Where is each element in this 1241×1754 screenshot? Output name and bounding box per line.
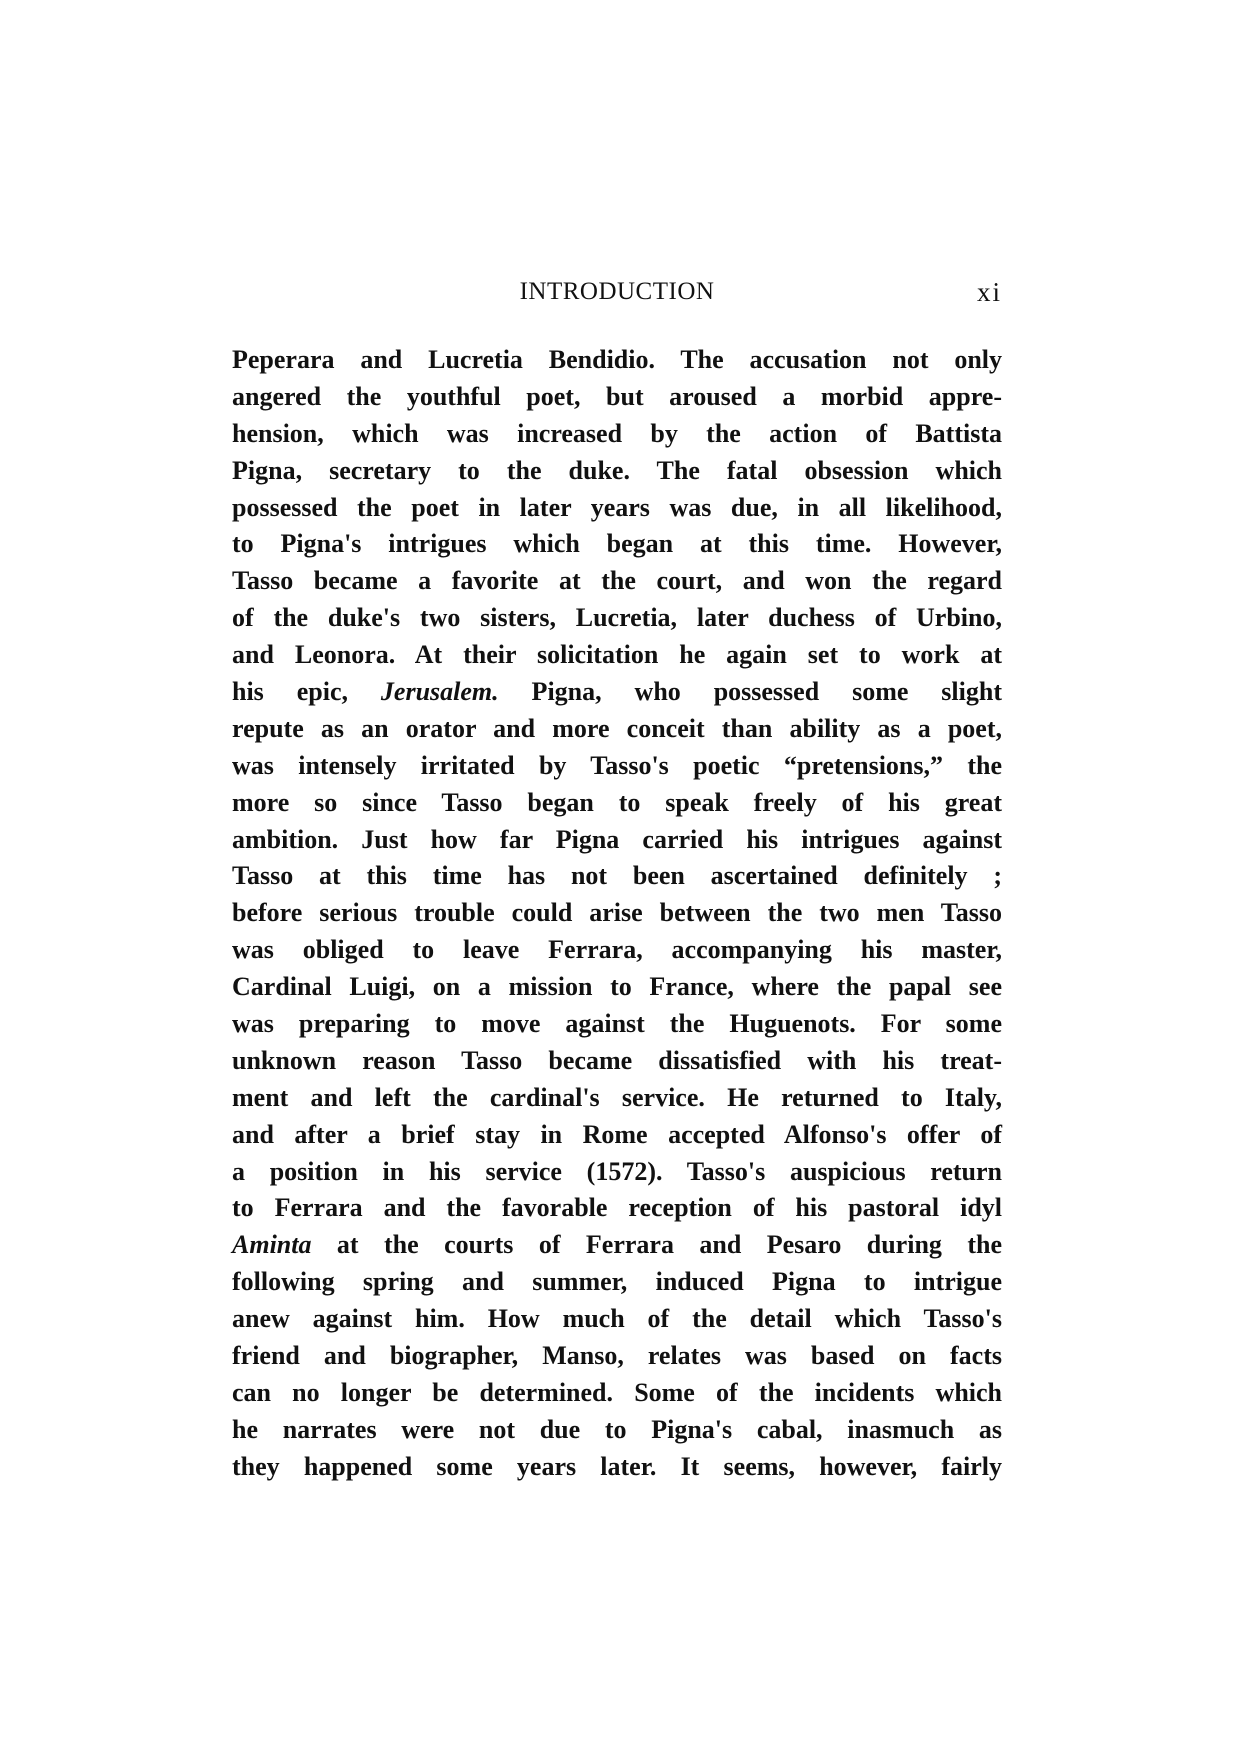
text-line: Tasso at this time has not been ascertained definitely ; — [232, 861, 1002, 891]
text-line: they happened some years later. It seems, however, fairly — [232, 1451, 1002, 1481]
text-line: anew against him. How much of the detail which Tasso's — [232, 1304, 1002, 1334]
text-run: at the courts of Ferrara and Pesaro during the — [311, 1230, 1002, 1260]
running-head — [232, 274, 1002, 310]
text-line: friend and biographer, Manso, relates was based on facts — [232, 1341, 1002, 1371]
text-line: unknown reason Tasso became dissatisfied with his treat- — [232, 1045, 1002, 1075]
text-line: ment and left the cardinal's service. He returned to Italy, — [232, 1082, 1002, 1112]
text-line: repute as an orator and more conceit than ability as a poet, — [232, 713, 1002, 743]
text-line: and after a brief stay in Rome accepted Alfonso's offer of — [232, 1119, 1002, 1149]
text-line: Tasso became a favorite at the court, and won the regard — [232, 566, 1002, 596]
text-line: possessed the poet in later years was due, in all likelihood, — [232, 492, 1002, 522]
running-title: INTRODUCTION — [519, 278, 715, 305]
text-line: to Ferrara and the favorable reception of his pastoral idyl — [232, 1193, 1002, 1223]
text-line: Pigna, secretary to the duke. The fatal obsession which — [232, 455, 1002, 485]
text-line: and Leonora. At their solicitation he again set to work at — [232, 640, 1002, 670]
text-line: before serious trouble could arise between the two men Tasso — [232, 898, 1002, 928]
text-line: more so since Tasso began to speak freely of his great — [232, 787, 1002, 817]
text-line: was preparing to move against the Huguenots. For some — [232, 1009, 1002, 1039]
text-line: ambition. Just how far Pigna carried his intrigues against — [232, 824, 1002, 854]
text-run: his epic, — [232, 677, 381, 707]
text-line — [232, 1227, 1002, 1264]
text-line: angered the youthful poet, but aroused a morbid appre- — [232, 381, 1002, 411]
text-line: can no longer be determined. Some of the incidents which — [232, 1377, 1002, 1407]
text-line: he narrates were not due to Pigna's cabal, inasmuch as — [232, 1414, 1002, 1444]
text-line: was obliged to leave Ferrara, accompanying his master, — [232, 935, 1002, 965]
text-line: a position in his service (1572). Tasso's auspicious return — [232, 1156, 1002, 1186]
text-line — [232, 674, 1002, 711]
text-line: was intensely irritated by Tasso's poetic “pretensions,” the — [232, 750, 1002, 780]
text-line: following spring and summer, induced Pigna to intrigue — [232, 1267, 1002, 1297]
page-number: xi — [976, 277, 1002, 307]
italic-title-aminta: Aminta — [232, 1230, 312, 1260]
italic-title-jerusalem: Jerusalem. — [380, 677, 499, 707]
body-text — [232, 342, 1002, 1486]
text-line: of the duke's two sisters, Lucretia, later duchess of Urbino, — [232, 603, 1002, 633]
text-line: Peperara and Lucretia Bendidio. The accusation not only — [232, 345, 1002, 374]
text-run: Pigna, who possessed some slight — [498, 677, 1002, 707]
text-line: hension, which was increased by the action of Battista — [232, 418, 1002, 448]
text-line: to Pigna's intrigues which began at this time. However, — [232, 529, 1002, 559]
text-line: Cardinal Luigi, on a mission to France, where the papal see — [232, 972, 1002, 1002]
